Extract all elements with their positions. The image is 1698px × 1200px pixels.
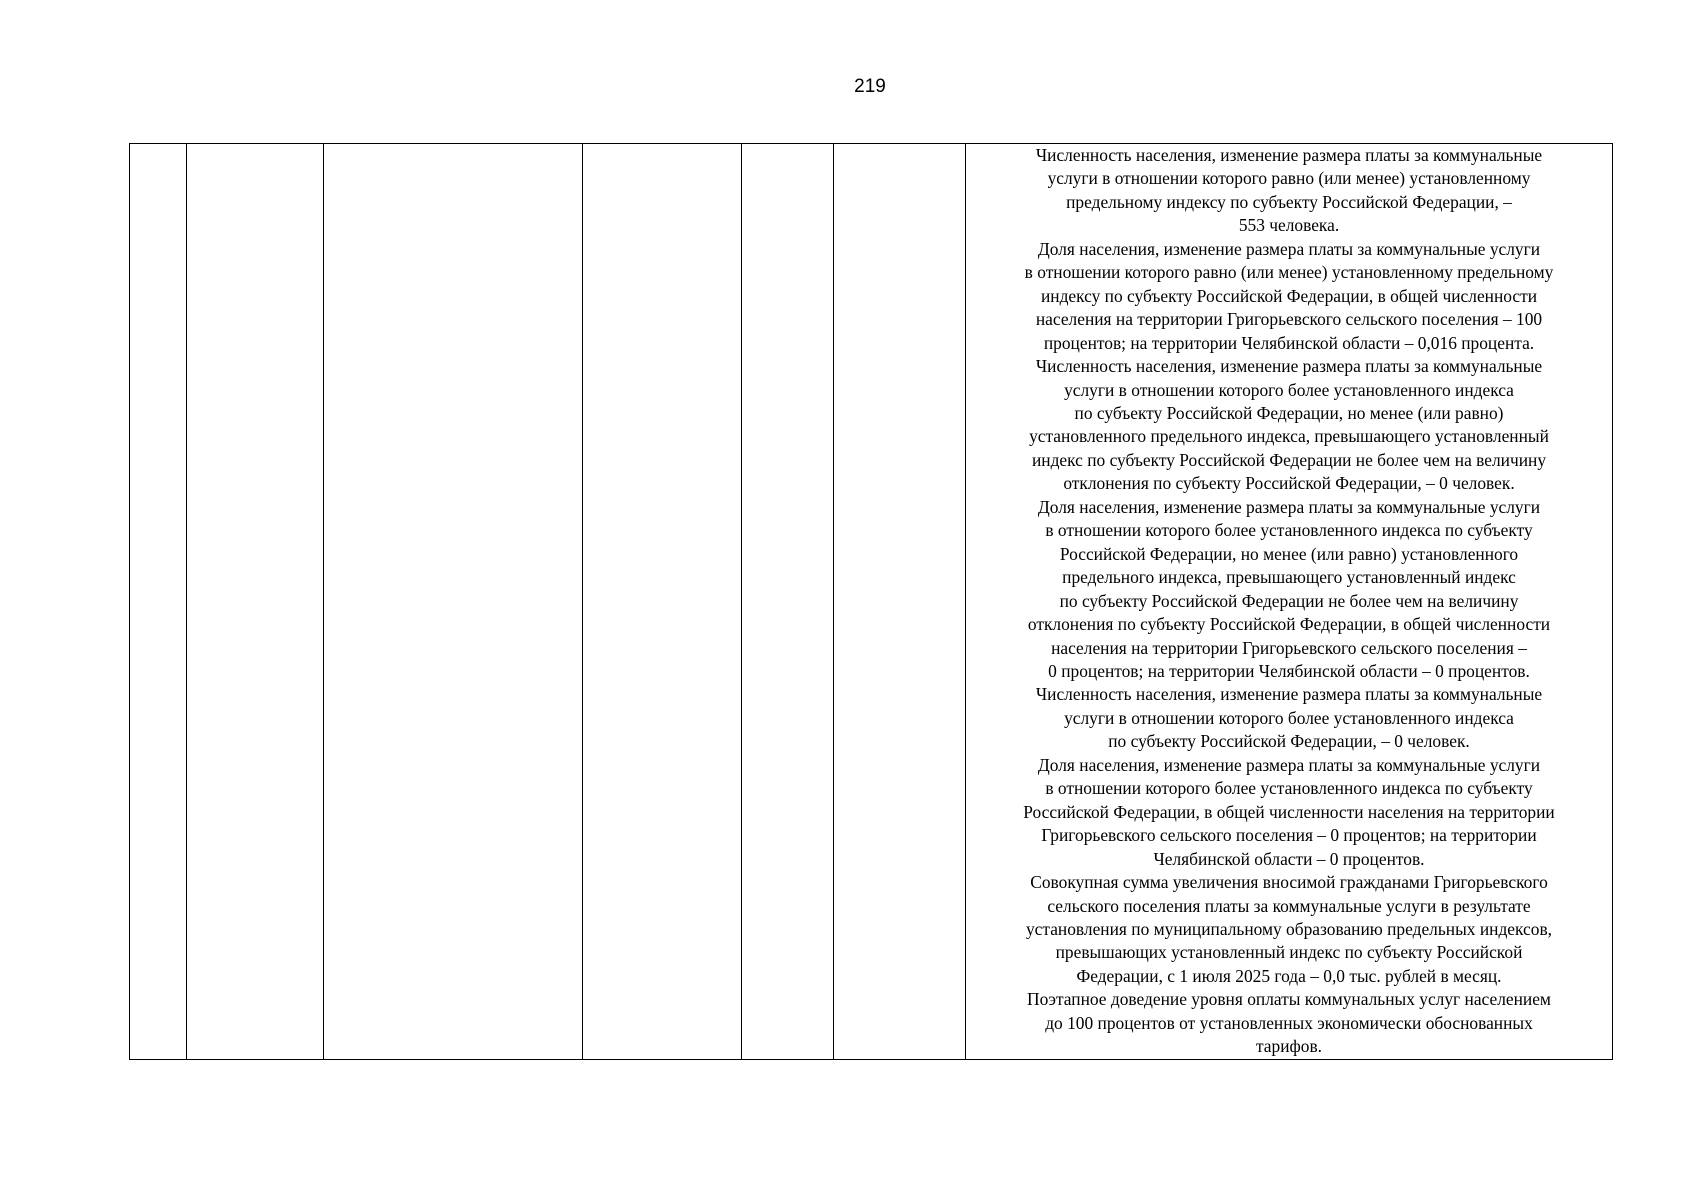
text-paragraph: [966, 754, 1612, 871]
text-line: предельного индекса, превышающего установленный индекс: [1062, 567, 1516, 588]
text-paragraph: [966, 238, 1612, 355]
text-line: Российской Федерации, в общей численности населения на территории: [1023, 801, 1555, 822]
text-line: отклонения по субъекту Российской Федерации, – 0 человек.: [1063, 473, 1515, 494]
text-line: Григорьевского сельского поселения – 0 процентов; на территории: [1041, 825, 1537, 846]
indicators-text: [966, 144, 1612, 1059]
text-line: Совокупная сумма увеличения вносимой гражданами Григорьевского: [1030, 872, 1548, 893]
text-line: услуги в отношении которого более установленного индекса: [1064, 379, 1514, 400]
text-line: в отношении которого более установленного индекса по субъекту: [1045, 778, 1533, 799]
text-paragraph: [966, 496, 1612, 684]
text-line: Численность населения, изменение размера платы за коммунальные: [1035, 145, 1543, 165]
indicators-text-cell: [966, 144, 1613, 1060]
text-line: населения на территории Григорьевского сельского поселения –: [1051, 637, 1527, 658]
text-line: Численность населения, изменение размера платы за коммунальные: [1035, 684, 1543, 705]
text-line: Доля населения, изменение размера платы за коммунальные услуги: [1037, 496, 1541, 517]
text-line: индексу по субъекту Российской Федерации, в общей численности: [1040, 285, 1538, 306]
text-line: отклонения по субъекту Российской Федерации, в общей численности: [1027, 614, 1551, 635]
text-line: тарифов.: [1255, 1036, 1323, 1057]
text-line: услуги в отношении которого равно (или менее) установленному: [1047, 168, 1531, 189]
text-line: процентов; на территории Челябинской области – 0,016 процента.: [1043, 332, 1535, 353]
text-line: до 100 процентов от установленных экономически обоснованных: [1045, 1012, 1533, 1033]
document-table: [129, 143, 1613, 1060]
text-line: населения на территории Григорьевского сельского поселения – 100: [1035, 309, 1543, 330]
text-line: индекс по субъекту Российской Федерации не более чем на величину: [1031, 449, 1547, 470]
text-line: сельского поселения платы за коммунальные услуги в результате: [1047, 895, 1531, 916]
text-line: 0 процентов; на территории Челябинской области – 0 процентов.: [1048, 660, 1530, 681]
text-line: установленного предельного индекса, превышающего установленный: [1029, 426, 1549, 447]
text-line: Численность населения, изменение размера платы за коммунальные: [1035, 356, 1543, 377]
text-paragraph: [966, 355, 1612, 496]
table-cell-col-4: [583, 144, 742, 1060]
text-paragraph: [966, 988, 1612, 1058]
text-line: 553 человека.: [1238, 215, 1340, 236]
text-line: Доля населения, изменение размера платы за коммунальные услуги: [1037, 238, 1541, 259]
text-line: по субъекту Российской Федерации не более чем на величину: [1059, 590, 1519, 611]
text-line: Доля населения, изменение размера платы за коммунальные услуги: [1037, 754, 1541, 775]
table-cell-col-6: [834, 144, 966, 1060]
table-cell-col-3: [324, 144, 583, 1060]
text-line: предельному индексу по субъекту Российской Федерации, –: [1066, 191, 1512, 212]
text-line: Федерации, с 1 июля 2025 года – 0,0 тыс. рублей в месяц.: [1076, 965, 1502, 986]
table-row: [130, 144, 1613, 1060]
text-line: Российской Федерации, но менее (или равно) установленного: [1059, 543, 1519, 564]
text-line: по субъекту Российской Федерации, но менее (или равно): [1074, 402, 1504, 423]
table-cell-col-1: [130, 144, 187, 1060]
text-line: по субъекту Российской Федерации, – 0 человек.: [1108, 731, 1470, 752]
text-line: установления по муниципальному образованию предельных индексов,: [1025, 918, 1552, 939]
text-paragraph: [966, 871, 1612, 988]
text-paragraph: [966, 683, 1612, 753]
text-line: Челябинской области – 0 процентов.: [1153, 848, 1425, 869]
text-line: превышающих установленный индекс по субъекту Российской: [1055, 942, 1523, 963]
table-cell-col-5: [742, 144, 834, 1060]
text-line: в отношении которого равно (или менее) установленному предельному: [1024, 262, 1554, 283]
page-number: 219: [854, 76, 886, 97]
table-cell-col-2: [187, 144, 324, 1060]
text-paragraph: [966, 144, 1612, 238]
text-line: услуги в отношении которого более установленного индекса: [1064, 707, 1514, 728]
text-line: Поэтапное доведение уровня оплаты коммунальных услуг населением: [1027, 989, 1551, 1010]
text-line: в отношении которого более установленного индекса по субъекту: [1045, 520, 1533, 541]
